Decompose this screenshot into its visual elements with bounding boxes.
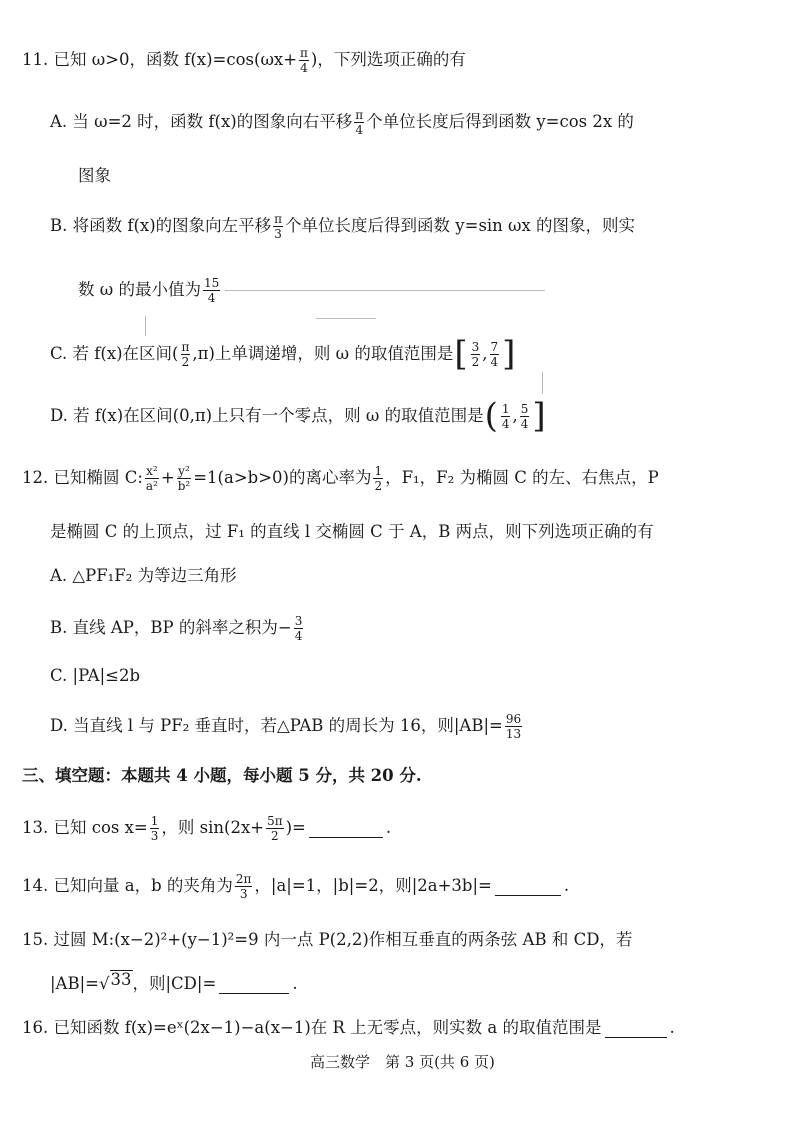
bracket: [ bbox=[454, 334, 468, 374]
fraction: $\frac{96}{13}$ bbox=[505, 711, 522, 741]
q12-stem bbox=[22, 464, 659, 492]
scan-artifact-line bbox=[542, 372, 543, 394]
fraction: 2π 3 bbox=[235, 871, 252, 901]
fraction: 15 4 bbox=[203, 275, 220, 305]
q16 bbox=[22, 1014, 675, 1042]
section-title-text: 三、填空题：本题共 4 小题，每小题 5 分，共 20 分. bbox=[22, 766, 422, 785]
answer-blank[interactable] bbox=[219, 975, 289, 994]
period: . bbox=[385, 818, 392, 837]
bracket: ] bbox=[502, 334, 516, 374]
option-text: D. 当直线 l 与 PF₂ 垂直时，若△PAB 的周长为 16，则|AB|= bbox=[50, 716, 503, 735]
q12-stem-text: 是椭圆 C 的上顶点，过 F₁ 的直线 l 交椭圆 C 于 A，B 两点，则下列选项正确的有 bbox=[50, 522, 654, 541]
q15-cont bbox=[50, 970, 298, 998]
scan-artifact-line bbox=[316, 318, 376, 319]
option-text: C. |PA|≤2b bbox=[50, 666, 141, 685]
q11-option-d bbox=[50, 396, 547, 436]
q12-option-b bbox=[50, 614, 305, 642]
q13-text: )= bbox=[285, 818, 306, 837]
q11-stem bbox=[22, 46, 466, 74]
page-number: 高三数学 第 3 页(共 6 页) bbox=[310, 1053, 495, 1071]
q12-stem-text: ，F₁，F₂ 为椭圆 C 的左、右焦点，P bbox=[385, 468, 659, 487]
option-text: ,π)上单调递增，则 ω 的取值范围是 bbox=[192, 344, 454, 363]
fraction: 7 4 bbox=[490, 339, 499, 369]
separator: , bbox=[512, 406, 518, 425]
fraction: 1 2 bbox=[374, 463, 383, 493]
q13-text: 13. 已知 cos x= bbox=[22, 818, 148, 837]
option-text: A. 当 ω=2 时，函数 f(x)的图象向右平移 bbox=[50, 112, 353, 131]
q11-stem-text: )，下列选项正确的有 bbox=[310, 50, 466, 69]
q11-option-c bbox=[50, 334, 516, 374]
radicand: 33 bbox=[110, 970, 132, 989]
fraction: $\frac{\pi}{4}$ bbox=[300, 45, 308, 75]
period: . bbox=[563, 876, 570, 895]
scan-artifact-line bbox=[225, 290, 545, 291]
q11-option-b-cont bbox=[78, 276, 222, 304]
q12-option-d bbox=[50, 712, 524, 740]
page-footer bbox=[310, 1048, 495, 1076]
separator: , bbox=[482, 344, 488, 363]
q16-text: 16. 已知函数 f(x)=eˣ(2x−1)−a(x−1)在 R 上无零点，则实数 a 的取值范围是 bbox=[22, 1018, 602, 1037]
answer-blank[interactable] bbox=[309, 819, 383, 838]
q15-text: |AB|= bbox=[50, 974, 99, 993]
q14 bbox=[22, 872, 569, 900]
fraction: π 4 bbox=[355, 107, 364, 137]
q12-option-c bbox=[50, 662, 140, 690]
q13 bbox=[22, 814, 391, 842]
q15-text: ，则|CD|= bbox=[132, 974, 217, 993]
q11-option-b bbox=[50, 212, 635, 240]
option-text: 数 ω 的最小值为 bbox=[78, 280, 201, 299]
scan-artifact-line bbox=[145, 316, 146, 336]
q12-option-a bbox=[50, 562, 237, 590]
option-text: 图象 bbox=[78, 166, 111, 185]
option-text: 个单位长度后得到函数 y=cos 2x 的 bbox=[366, 112, 634, 131]
q12-stem-text: =1(a>b>0)的离心率为 bbox=[193, 468, 372, 487]
q11-stem-text: 11. 已知 ω>0，函数 f(x)=cos(ωx+ bbox=[22, 50, 298, 69]
q12-stem-text: 12. 已知椭圆 C: bbox=[22, 468, 143, 487]
q11-option-a-cont bbox=[78, 162, 111, 190]
option-text: C. 若 f(x)在区间( bbox=[50, 344, 179, 363]
fraction: 5 4 bbox=[520, 401, 529, 431]
answer-blank[interactable] bbox=[495, 877, 561, 896]
option-text: 个单位长度后得到函数 y=sin ωx 的图象，则实 bbox=[285, 216, 636, 235]
plus-sign: + bbox=[160, 468, 175, 487]
sqrt bbox=[99, 970, 133, 998]
q15-text: 15. 过圆 M:(x−2)²+(y−1)²=9 内一点 P(2,2)作相互垂直的两条弦 AB 和 CD，若 bbox=[22, 930, 633, 949]
bracket: ( bbox=[484, 396, 498, 436]
fraction: $\frac{5\pi}{2}$ bbox=[267, 813, 283, 843]
q11-option-a bbox=[50, 108, 634, 136]
fraction: x² a² bbox=[145, 463, 158, 493]
fraction: π 2 bbox=[181, 339, 190, 369]
option-text: A. △PF₁F₂ 为等边三角形 bbox=[50, 566, 237, 585]
option-text: B. 直线 AP，BP 的斜率之积为− bbox=[50, 618, 292, 637]
section-title bbox=[22, 762, 422, 790]
fraction: π 3 bbox=[274, 211, 283, 241]
q15 bbox=[22, 926, 632, 954]
answer-blank[interactable] bbox=[605, 1019, 667, 1038]
fraction: $\frac{\text{y²}}{\text{b²}}$ bbox=[177, 463, 191, 493]
period: . bbox=[292, 974, 298, 993]
fraction: 1 4 bbox=[501, 401, 510, 431]
option-text: D. 若 f(x)在区间(0,π)上只有一个零点，则 ω 的取值范围是 bbox=[50, 406, 484, 425]
fraction: $\frac{3}{4}$ bbox=[294, 613, 303, 643]
fraction: 3 2 bbox=[471, 339, 480, 369]
q13-text: ，则 sin(2x+ bbox=[161, 818, 265, 837]
bracket: ] bbox=[532, 396, 546, 436]
q12-stem-cont bbox=[50, 518, 654, 546]
q14-text: 14. 已知向量 a，b 的夹角为 bbox=[22, 876, 233, 895]
sqrt-sign: √ bbox=[98, 974, 110, 993]
period: . bbox=[669, 1018, 675, 1037]
option-text: B. 将函数 f(x)的图象向左平移 bbox=[50, 216, 272, 235]
fraction: $\frac{1}{3}$ bbox=[150, 813, 159, 843]
q14-text: ，|a|=1，|b|=2，则|2a+3b|= bbox=[254, 876, 492, 895]
